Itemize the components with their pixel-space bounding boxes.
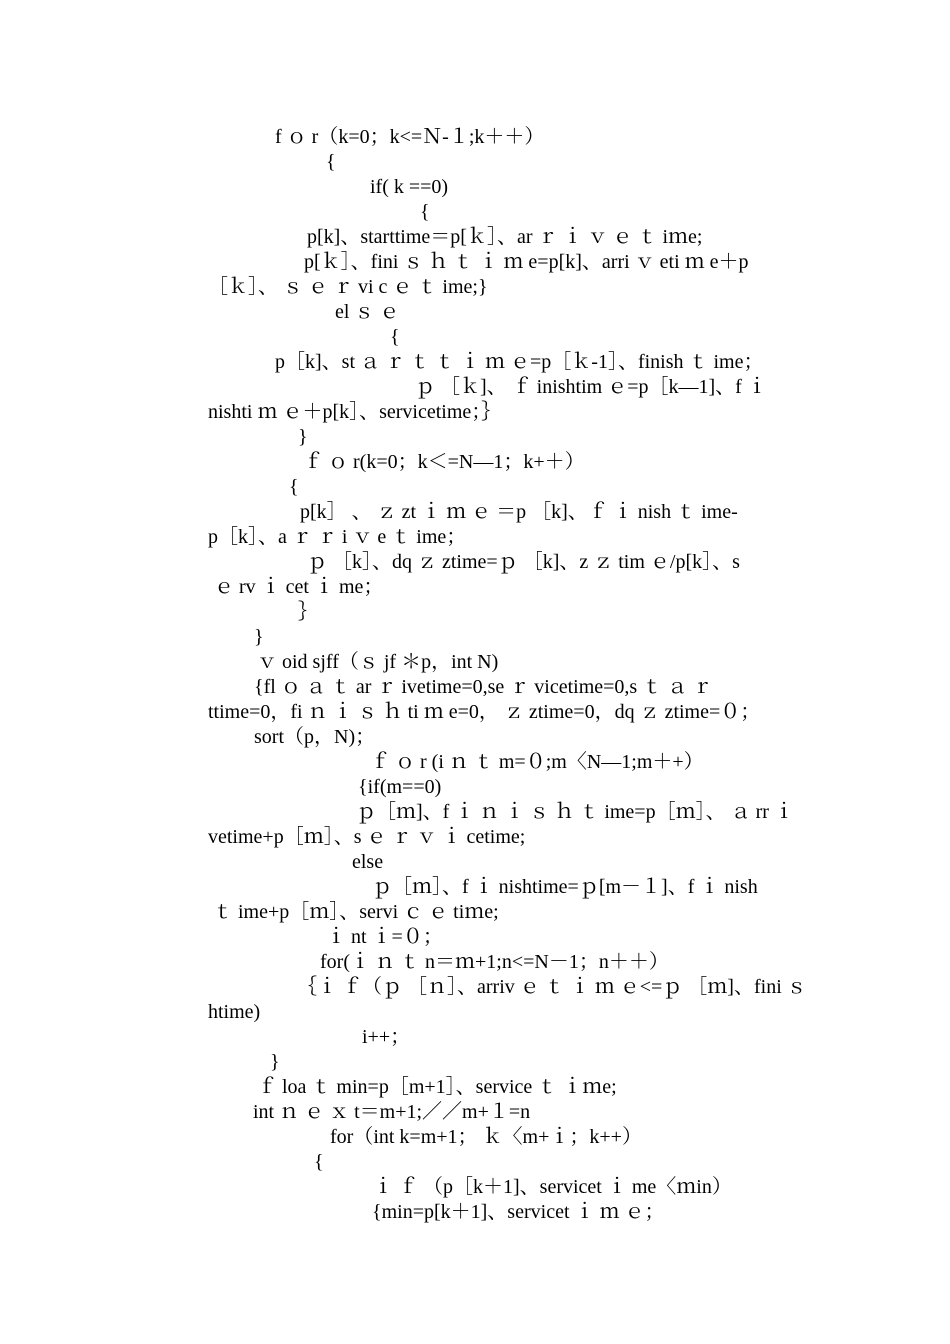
code-line: } — [270, 1051, 280, 1073]
code-line: ｖ oid sjff（ｓ jf ＊p，int N) — [257, 651, 499, 673]
code-line: ｐ ［k］、dq ｚ ztime=ｐ ［k]、z ｚ tim ｅ/p[k］、s — [307, 551, 740, 573]
code-line: p[k]、starttime＝p[ｋ］、ar ｒ ｉ ｖ ｅ ｔ iｍe; — [307, 226, 703, 248]
code-line: nishti ｍ ｅ＋p[k］、servicetime；｝ — [208, 401, 502, 423]
code-line: ｝ — [298, 601, 318, 623]
code-line: p[k］ 、 ｚ zt ｉ ｍ ｅ ＝p ［k]、ｆ ｉ nish ｔ ime- — [300, 501, 738, 523]
code-line: ［ｋ］、 ｓ ｅ ｒ vi c ｅ ｔ ime;} — [208, 276, 488, 298]
code-line: ｅ rv ｉ cet ｉ me； — [214, 576, 384, 598]
code-line: ｆ ｏ r(k=0；k＜=N—1；k+＋） — [303, 451, 585, 473]
code-line: ｔ ime+p［ｍ］、servi ｃ ｅ tiｍe; — [213, 901, 499, 923]
code-line: else — [352, 851, 384, 873]
code-line: {fl ｏ ａ ｔ ar ｒ ivetime=0,se ｒ vicetime=0,s ｔ ａ ｒ — [254, 676, 713, 698]
code-line: ｆ loa ｔ min=p［m+1］、service ｔ ｉｍe; — [257, 1076, 617, 1098]
code-line: ｐ［ｍ]、f ｉ ｎ ｉ ｓ ｈ ｔ ime=p［ｍ］、 ａ rr ｉ — [356, 801, 794, 823]
code-line: ttime=0，fi ｎ ｉ ｓ ｈ ti ｍ e=0， ｚ ztime=0，dq ｚ ztime=０； — [208, 701, 761, 723]
code-line: { — [420, 201, 430, 223]
code-line: ｉ nt ｉ=０； — [326, 926, 443, 948]
code-line: { — [390, 326, 400, 348]
code-line: sort（p，N)； — [254, 726, 376, 748]
code-line: p［k]、st ａ ｒ ｔ ｔ ｉ ｍ ｅ=p［ｋ-1］、finish ｔ ime； — [275, 351, 764, 373]
code-line: el ｓ ｅ — [335, 301, 400, 323]
code-line: p［k］、a ｒ ｒ i ｖ e ｔ ime； — [208, 526, 467, 548]
code-line: htime) — [208, 1001, 261, 1023]
code-line: ｆ ｏ r (i ｎ ｔ m=０;m〈N—1;m＋+） — [370, 751, 704, 773]
code-line: {min=p[k＋1]、servicet ｉ ｍ ｅ； — [372, 1201, 665, 1223]
code-line: ｐ［ｍ］、f ｉ nishtime=ｐ[m－１]、f ｉ nish — [372, 876, 758, 898]
code-line: ｉ ｆ （p［k＋1]、servicet ｉ me〈ｍin） — [373, 1176, 732, 1198]
code-line: } — [298, 426, 308, 448]
code-line: for（int k=m+1； ｋ〈m+ｉ；k++） — [330, 1126, 642, 1148]
code-line: i++； — [362, 1026, 411, 1048]
code-line: for(ｉ ｎ ｔ n＝ｍ+1;n<=N－1；n＋＋） — [320, 951, 669, 973]
code-line: ｛ｉ ｆ（ｐ ［ｎ］、arriv ｅ ｔ ｉ ｍ ｅ<=ｐ ［ｍ]、fini ｓ — [297, 976, 807, 998]
code-line: } — [254, 626, 264, 648]
code-line: vetime+p［ｍ］、s ｅ ｒ ｖ ｉ cetime; — [208, 826, 526, 848]
code-line: f ｏ r（k=0；k<=Ｎ-１;k＋＋） — [275, 126, 545, 148]
code-line: if( k ==0) — [370, 176, 449, 198]
code-line: int ｎ ｅ ｘ t＝m+1;／／m+１=n — [253, 1101, 531, 1123]
code-line: { — [326, 151, 336, 173]
code-line: ｐ ［ｋ]、 ｆ inishtim ｅ=p［k—1]、f ｉ — [415, 376, 767, 398]
code-line: { — [289, 476, 299, 498]
code-line: {if(m==0) — [358, 776, 442, 798]
code-line: p[ｋ］、fini ｓ ｈ ｔ ｉ ｍ e=p[k]、arri ｖ eti ｍ e＋p — [304, 251, 749, 273]
code-line: { — [314, 1151, 324, 1173]
